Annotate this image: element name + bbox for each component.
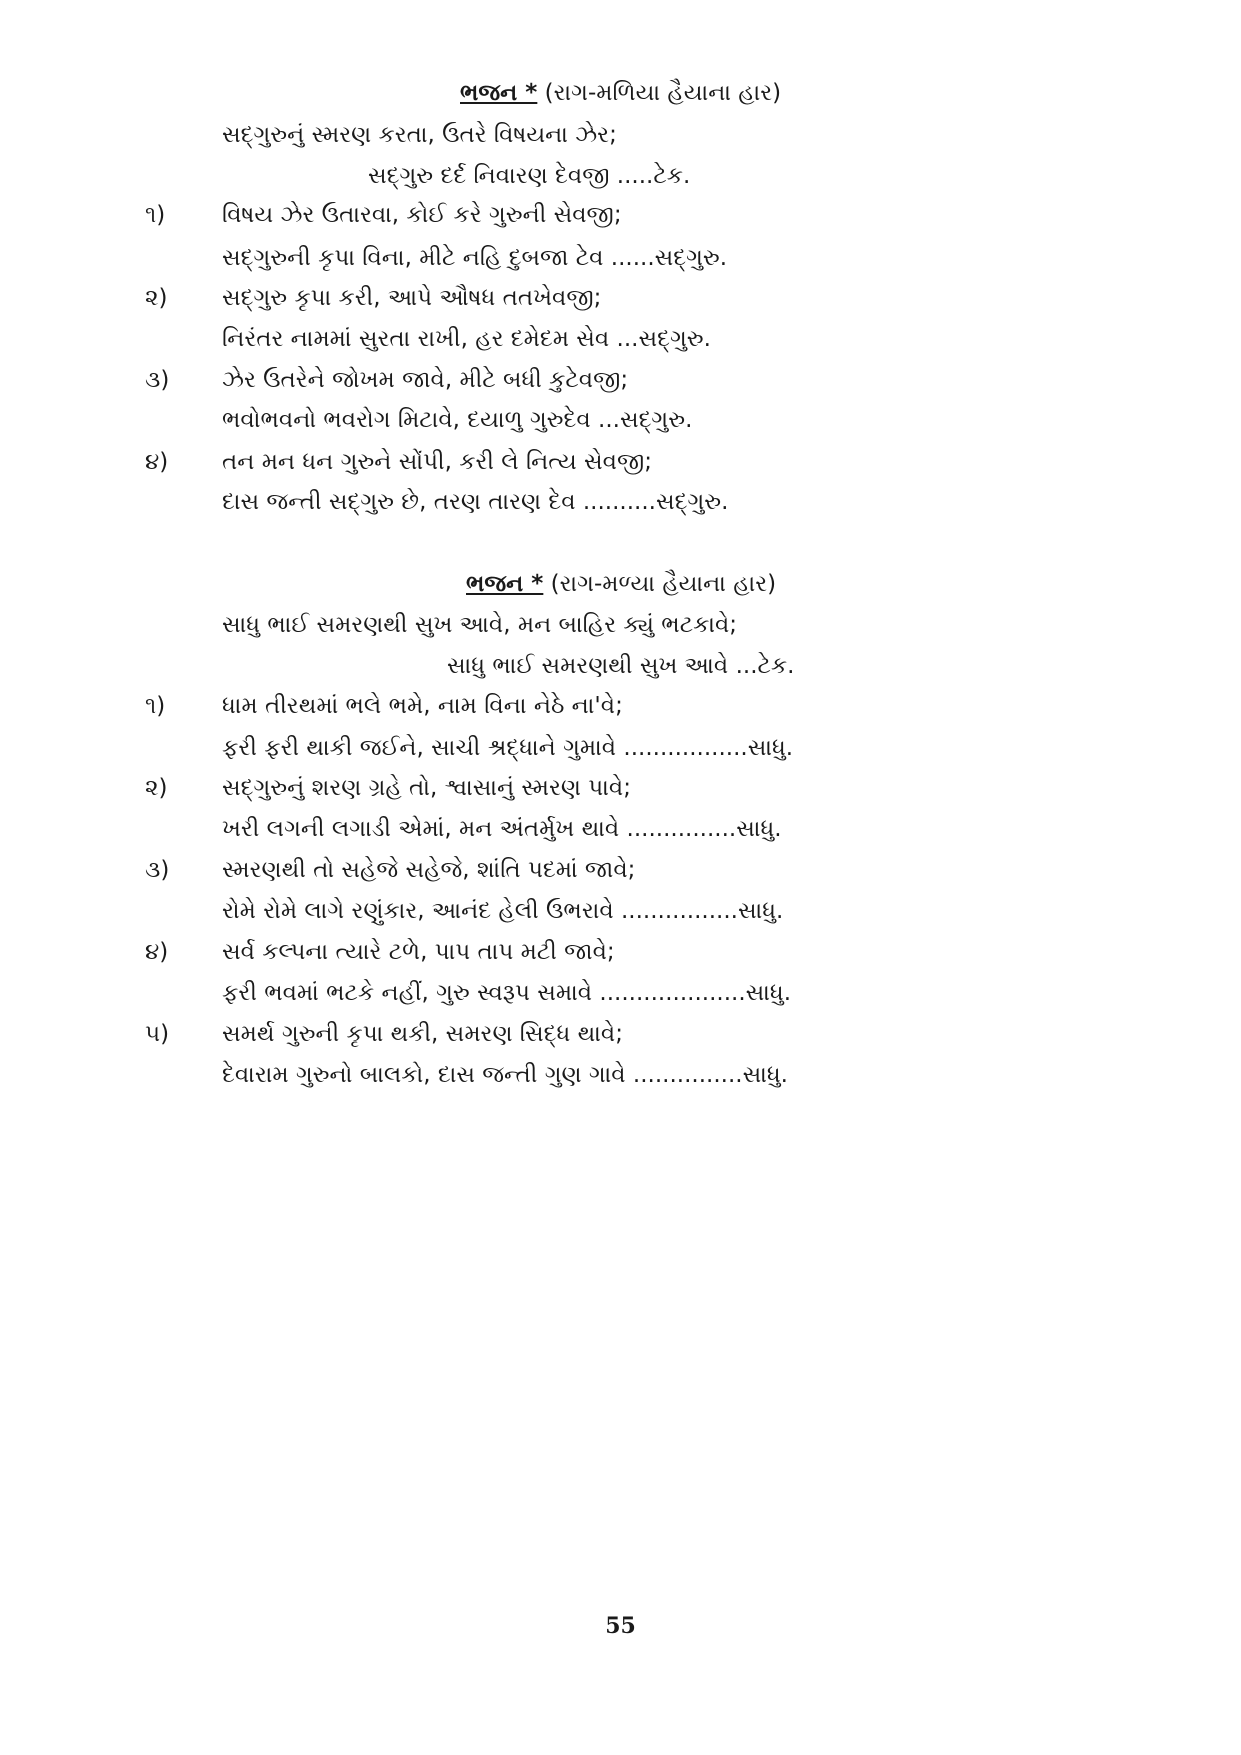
song1-heading-raga: (રાગ-મળિયા હૈયાના હાર) (537, 80, 782, 106)
song2-verse4-line2: ફરી ભવમાં ભટકે નહીં, ગુરુ સ્વરૂપ સમાવે ....................સાધુ. (222, 980, 792, 1006)
song1-verse4-number: ૪) (145, 449, 169, 475)
song1-verse2-number: ૨) (145, 285, 168, 311)
song1-verse4-line1: તન મન ધન ગુરુને સોંપી, કરી લે નિત્ય સેવજી; (222, 449, 653, 475)
song1-heading (460, 78, 781, 108)
song2-verse5-line1: સમર્થ ગુરુની કૃપા થકી, સમરણ સિદ્ધ થાવે; (222, 1021, 623, 1047)
song1-verse3-line2: ભવોભવનો ભવરોગ મિટાવે, દયાળુ ગુરુદેવ ...સદ્‍ગુરુ. (222, 407, 693, 433)
song2-verse5-line2: દેવારામ ગુરુનો બાલકો, દાસ જન્તી ગુણ ગાવે ...............સાધુ. (222, 1062, 788, 1088)
song2-verse4-number: ૪) (145, 939, 169, 965)
song2-heading-raga: (રાગ-મળ્યા હૈયાના હાર) (543, 571, 777, 597)
song1-intro-line2: સદ્‍ગુરુ દર્દ નિવારણ દેવજી .....ટેક. (368, 163, 691, 189)
song1-intro-line1: સદ્‍ગુરુનું સ્મરણ કરતા, ઉતરે વિષયના ઝેર; (222, 122, 617, 148)
page-number: 55 (605, 1613, 636, 1639)
song2-verse1-line2: ફરી ફરી થાકી જઈને, સાચી શ્રદ્ધાને ગુમાવે .................સાધુ. (222, 735, 794, 761)
song2-verse2-line2: ખરી લગની લગાડી એમાં, મન અંતર્મુખ થાવે ...............સાધુ. (222, 816, 782, 842)
song1-verse1-line2: સદ્‍ગુરુની કૃપા વિના, મીટે નહિ દુબજા ટેવ ......સદ્‍ગુરુ. (222, 245, 728, 271)
song2-verse2-line1: સદ્‍ગુરુનું શરણ ગ્રહે તો, શ્વાસાનું સ્મરણ પાવે; (222, 775, 631, 801)
song1-verse4-line2: દાસ જન્તી સદ્‍ગુરુ છે, તરણ તારણ દેવ ..........સદ્‍ગુરુ. (222, 489, 729, 515)
song1-verse3-number: ૩) (145, 367, 170, 393)
song2-intro-line2: સાધુ ભાઈ સમરણથી સુખ આવે ...ટેક. (447, 653, 795, 679)
song1-verse1-number: ૧) (145, 202, 166, 228)
song2-verse3-line1: સ્મરણથી તો સહેજે સહેજે, શાંતિ પદમાં જાવે; (222, 857, 636, 883)
song2-verse4-line1: સર્વ કલ્પના ત્યારે ટળે, પાપ તાપ મટી જાવે; (222, 939, 615, 965)
song2-verse3-line2: રોમે રોમે લાગે રણુંકાર, આનંદ હેલી ઉભરાવે ................સાધુ. (222, 898, 784, 924)
song1-verse2-line2: નિરંતર નામમાં સુરતા રાખી, હર દમેદમ સેવ ...સદ્‍ગુરુ. (222, 326, 711, 352)
song2-heading-title: ભજન * (466, 571, 544, 597)
song2-verse1-line1: ધામ તીરથમાં ભલે ભમે, નામ વિના નેઠે ના'વે; (222, 693, 623, 719)
song2-verse2-number: ૨) (145, 775, 168, 801)
song1-heading-title: ભજન * (460, 80, 538, 106)
song1-verse1-line1: વિષય ઝેર ઉતારવા, કોઈ કરે ગુરુની સેવજી; (222, 202, 622, 228)
song2-verse5-number: ૫) (145, 1021, 170, 1047)
song2-verse1-number: ૧) (145, 693, 166, 719)
song1-verse2-line1: સદ્‍ગુરુ કૃપા કરી, આપે ઔષધ તતખેવજી; (222, 285, 602, 311)
song1-verse3-line1: ઝેર ઉતરેને જોખમ જાવે, મીટે બધી કુટેવજી; (222, 367, 629, 393)
song2-intro-line1: સાધુ ભાઈ સમરણથી સુખ આવે, મન બાહિર ક્યું ભટકાવે; (222, 612, 738, 638)
song2-verse3-number: ૩) (145, 857, 170, 883)
song2-heading (466, 569, 776, 599)
